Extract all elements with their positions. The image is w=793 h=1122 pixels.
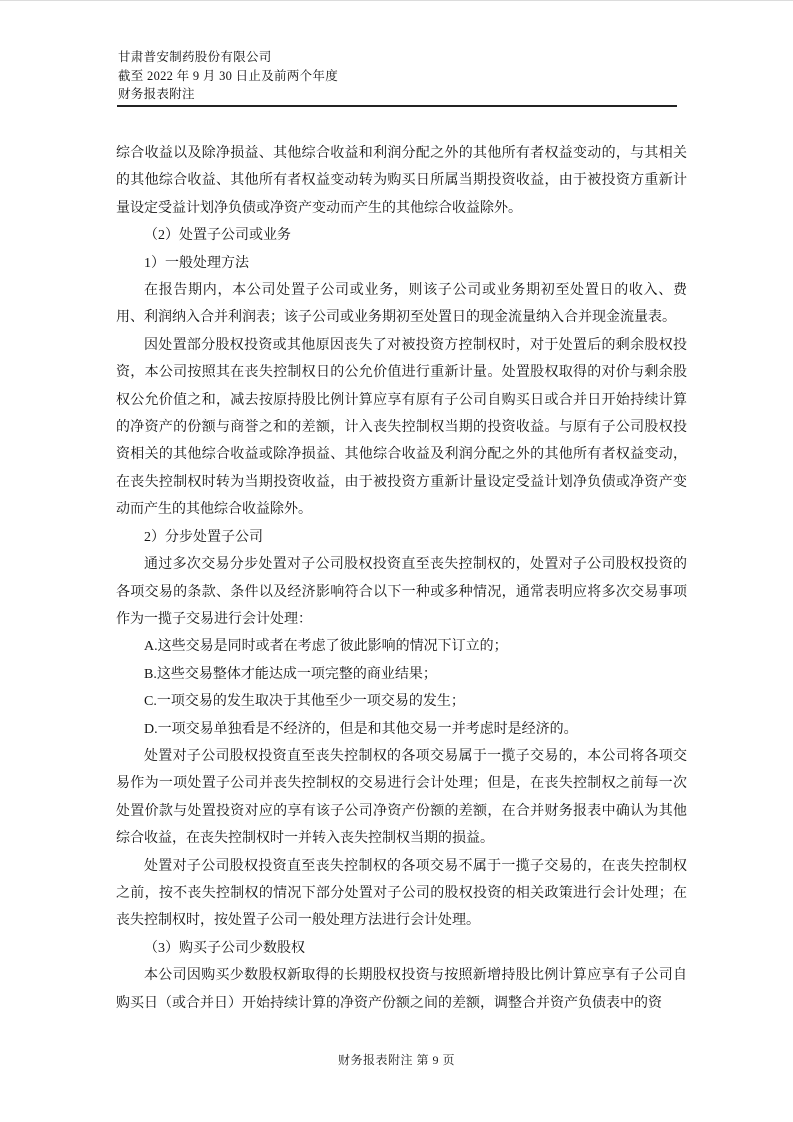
- list-item-d: D.一项交易单独看是不经济的，但是和其他交易一并考虑时是经济的。: [144, 721, 578, 737]
- paragraph-heading: 1）一般处理方法: [144, 255, 249, 271]
- list-item-c: C.一项交易的发生取决于其他至少一项交易的发生；: [144, 694, 465, 710]
- document-header: [118, 48, 338, 104]
- paragraph: 通过多次交易分步处置对子公司股权投资直至丧失控制权的，处置对子公司股权投资的各项交易的条款、条件以及经济影响符合以下一种或多种情况，通常表明应将多次交易事项作为一揽子交易进行会计处理：: [116, 557, 687, 627]
- paragraph: 处置对子公司股权投资直至丧失控制权的各项交易不属于一揽子交易的，在丧失控制权之前，按不丧失控制权的情况下部分处置对子公司的股权投资的相关政策进行会计处理；在丧失控制权时，按处置子公司一般处理方法进行会计处理。: [116, 858, 687, 929]
- paragraph: 综合收益以及除净损益、其他综合收益和利润分配之外的其他所有者权益变动的，与其相关的其他综合收益、其他所有者权益变动转为购买日所属当期投资收益，由于被投资方重新计量设定受益计划净负债或净资产变动而产生的其他综合收益除外。: [116, 146, 687, 216]
- paragraph: 本公司因购买少数股权新取得的长期股权投资与按照新增持股比例计算应享有子公司自购买日（或合并日）开始持续计算的净资产份额之间的差额，调整合并资产负债表中的资: [116, 968, 687, 1011]
- company-name: 甘肃普安制药股份有限公司: [118, 50, 272, 64]
- list-item-a: A.这些交易是同时或者在考虑了彼此影响的情况下订立的；: [144, 639, 508, 655]
- list-item-b: B.这些交易整体才能达成一项完整的商业结果；: [144, 666, 437, 682]
- page-top-edge-line: [0, 0, 793, 1]
- header-divider-rule: [117, 105, 677, 107]
- page-footer: 财务报表附注 第 9 页: [337, 1053, 455, 1067]
- paragraph-heading: （2）处置子公司或业务: [144, 228, 291, 244]
- paragraph-heading: （3）购买子公司少数股权: [144, 940, 305, 956]
- document-title: 财务报表附注: [118, 87, 195, 101]
- paragraph: 因处置部分股权投资或其他原因丧失了对被投资方控制权时，对于处置后的剩余股权投资，本公司按照其在丧失控制权日的公允价值进行重新计量。处置股权取得的对价与剩余股权公允价值之和，减去按原持股比例计算应享有原有子公司自购买日或合并日开始持续计算的净资产的份额与商誉之和的差额，计入丧失控制权当期的投资收益。与原有子公司股权投资相关的其他综合收益或除净损益、其他综合收益及利润分配之外的其他所有者权益变动，在丧失控制权时转为当期投资收益，由于被投资方重新计量设定受益计划净负债或净资产变动而产生的其他综合收益除外。: [116, 337, 687, 518]
- paragraph: 处置对子公司股权投资直至丧失控制权的各项交易属于一揽子交易的，本公司将各项交易作为一项处置子公司并丧失控制权的交易进行会计处理；但是，在丧失控制权之前每一次处置价款与处置投资对应的享有该子公司净资产份额的差额，在合并财务报表中确认为其他综合收益，在丧失控制权时一并转入丧失控制权当期的损益。: [116, 748, 687, 847]
- document-body: [116, 140, 687, 1017]
- report-period: 截至 2022 年 9 月 30 日止及前两个年度: [118, 68, 339, 83]
- paragraph: 在报告期内，本公司处置子公司或业务，则该子公司或业务期初至处置日的收入、费用、利润纳入合并利润表；该子公司或业务期初至处置日的现金流量纳入合并现金流量表。: [116, 283, 687, 326]
- paragraph-heading: 2）分步处置子公司: [144, 529, 263, 545]
